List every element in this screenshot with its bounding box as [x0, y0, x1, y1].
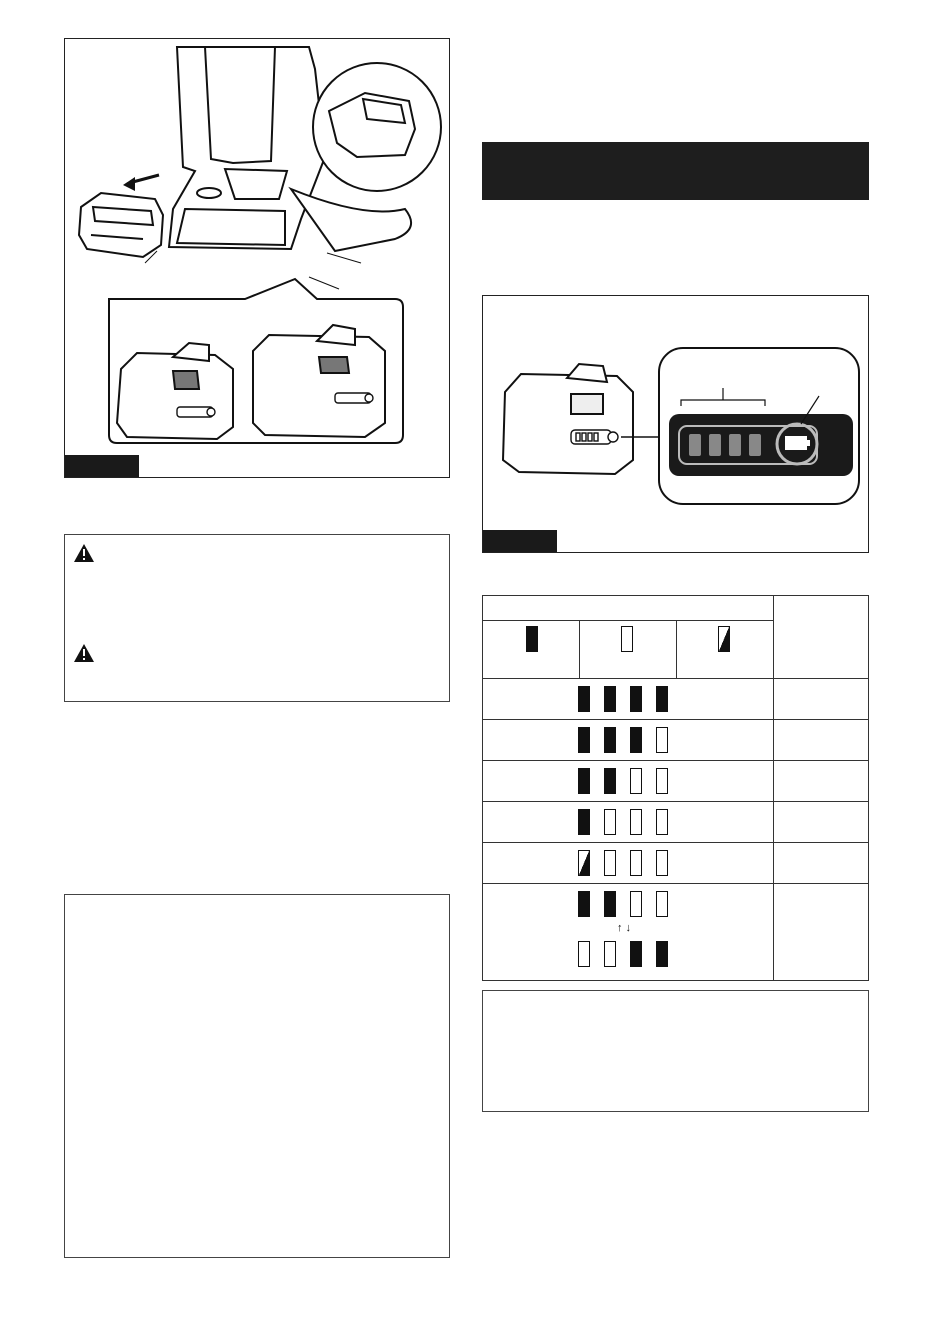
table-header-divider [483, 620, 773, 621]
tool-battery-illustration [65, 39, 449, 477]
table-row [483, 802, 868, 843]
figure-tag [483, 530, 557, 552]
lamp-lit [578, 727, 590, 753]
warning-triangle-icon [73, 543, 95, 563]
lamp-lit [604, 686, 616, 712]
lamp-off [604, 850, 616, 876]
section-heading-bar [482, 142, 869, 200]
lamp-lit [604, 768, 616, 794]
indicator-table [482, 595, 869, 981]
lamp-group [571, 686, 675, 712]
warning-box [64, 534, 450, 702]
table-row [483, 679, 868, 720]
lamp-lit [656, 941, 668, 967]
lamp-off [656, 809, 668, 835]
lamp-off [630, 850, 642, 876]
alternate-arrows-icon: ↑ ↓ [617, 922, 632, 934]
lamp-off [604, 941, 616, 967]
lamp-group [571, 768, 675, 794]
figure-tag [65, 455, 139, 477]
legend-lit-icon [526, 626, 538, 652]
lamp-off [578, 941, 590, 967]
lamp-off [630, 809, 642, 835]
figure-tag-label [483, 532, 489, 546]
lamp-group [571, 727, 675, 753]
figure-battery-indicator [482, 295, 869, 553]
lamp-off [630, 768, 642, 794]
lamp-off [656, 850, 668, 876]
warning-triangle-icon [73, 643, 95, 663]
table-row [483, 884, 868, 980]
table-row [483, 720, 868, 761]
lamp-off [656, 891, 668, 917]
lamp-lit [578, 809, 590, 835]
table-legend-divider-1 [579, 620, 580, 678]
note-box [64, 894, 450, 1258]
lamp-group-alt [571, 941, 675, 967]
lamp-lit [578, 686, 590, 712]
lamp-group [571, 809, 675, 835]
lamp-lit [578, 891, 590, 917]
lamp-off [656, 727, 668, 753]
figure-tag-label [65, 457, 71, 471]
table-row [483, 843, 868, 884]
legend-blinking-icon [718, 626, 730, 652]
note-box-right [482, 990, 869, 1112]
lamp-lit [630, 727, 642, 753]
lamp-off [604, 809, 616, 835]
lamp-lit [578, 768, 590, 794]
lamp-lit [656, 686, 668, 712]
table-row [483, 761, 868, 802]
lamp-group [571, 891, 675, 917]
lamp-group [571, 850, 675, 876]
figure-battery-removal [64, 38, 450, 478]
lamp-lit [604, 727, 616, 753]
table-legend-divider-2 [676, 620, 677, 678]
lamp-lit [630, 686, 642, 712]
lamp-lit [630, 941, 642, 967]
lamp-off [656, 768, 668, 794]
battery-indicator-illustration [483, 296, 868, 552]
lamp-off [630, 891, 642, 917]
lamp-blinking [578, 850, 590, 876]
lamp-lit [604, 891, 616, 917]
legend-off-icon [621, 626, 633, 652]
